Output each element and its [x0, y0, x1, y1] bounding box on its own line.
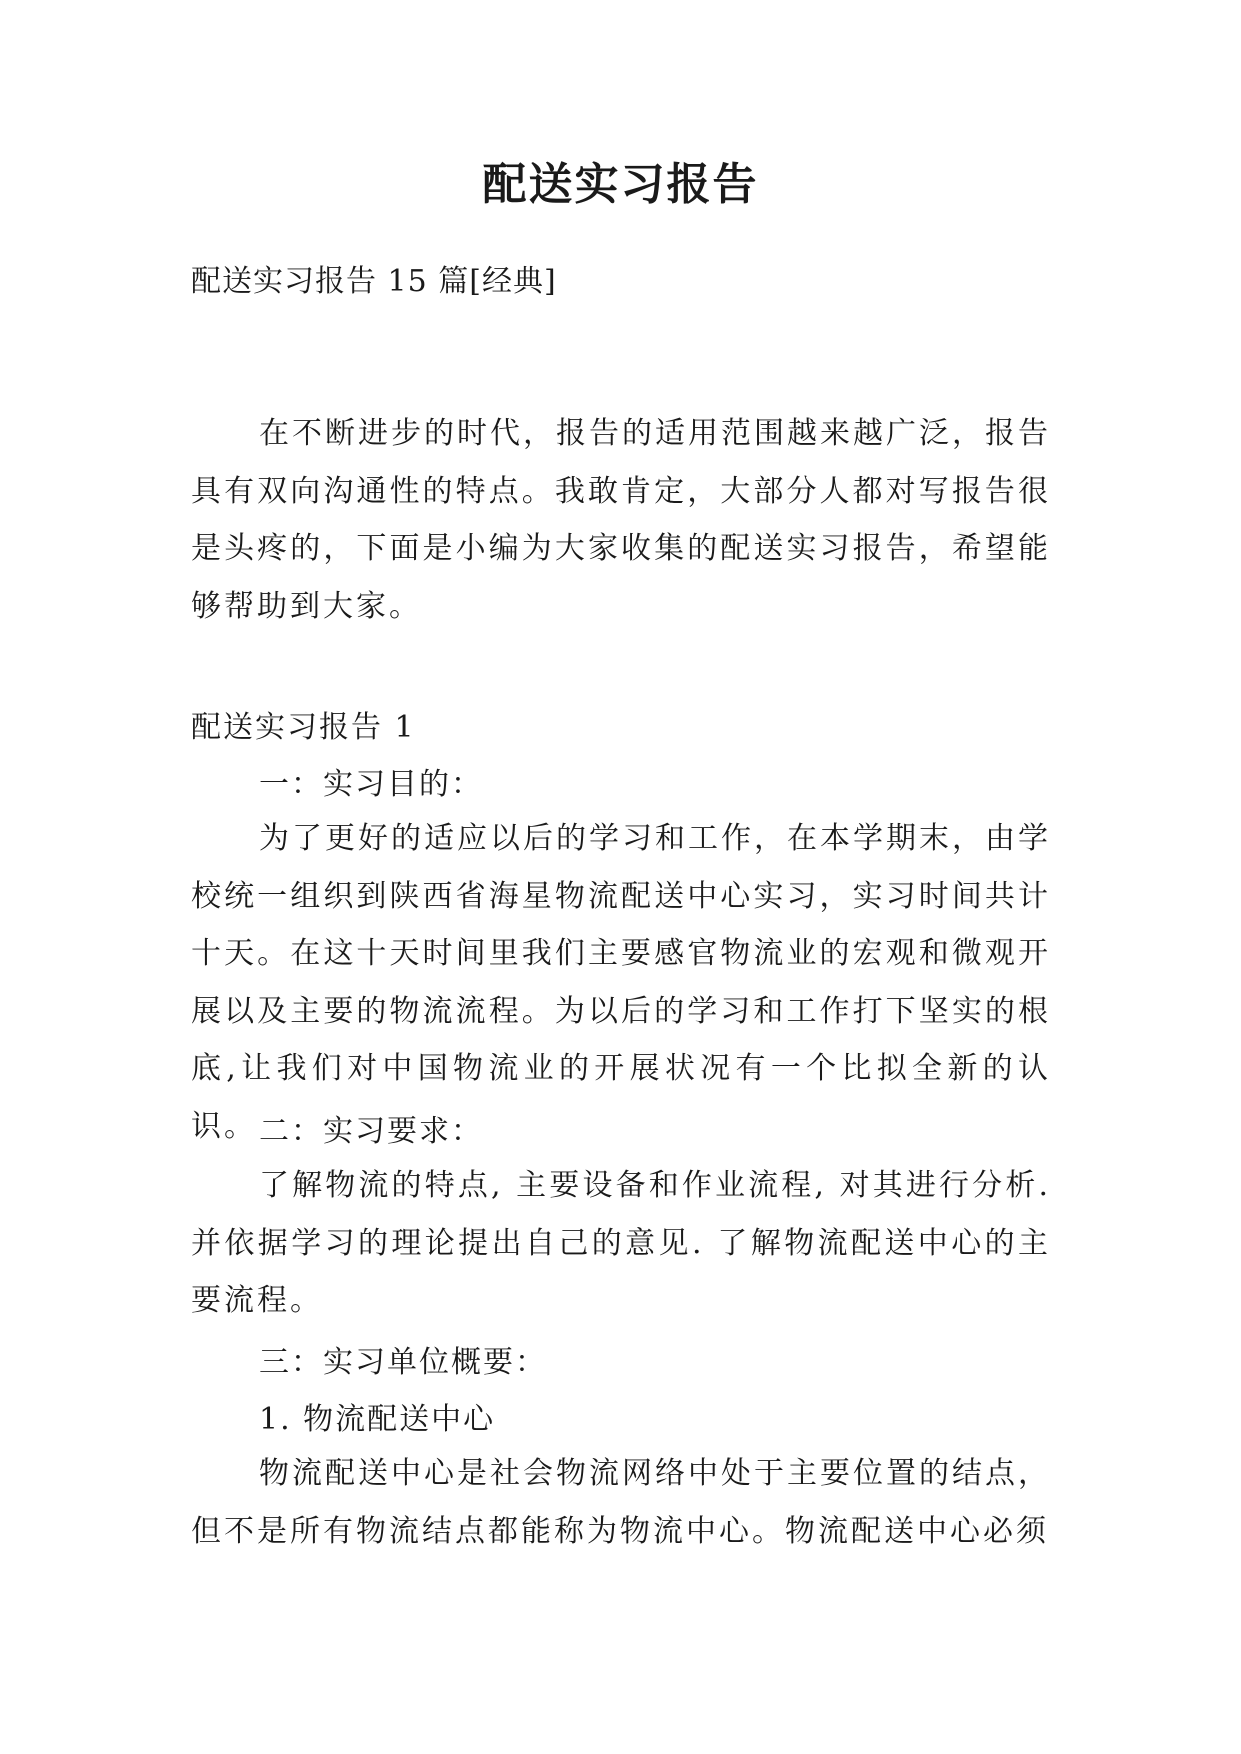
- section-title: 配送实习报告 1: [191, 710, 416, 745]
- requirements-paragraph: 了解物流的特点, 主要设备和作业流程, 对其进行分析. 并依据学习的理论提出自己的意见. 了解物流配送中心的主要流程。: [191, 1168, 1051, 1318]
- heading-requirements: 二：实习要求：: [259, 1114, 483, 1149]
- distribution-center-paragraph: 物流配送中心是社会物流网络中处于主要位置的结点，但不是所有物流结点都能称为物流中心。物流配送中心必须: [191, 1456, 1051, 1549]
- document-subtitle: 配送实习报告 15 篇[经典]: [191, 264, 557, 299]
- heading-distribution-center: 1. 物流配送中心: [259, 1402, 496, 1437]
- document-title: 配送实习报告: [482, 159, 759, 210]
- intro-paragraph: 在不断进步的时代，报告的适用范围越来越广泛，报告具有双向沟通性的特点。我敢肯定，大部分人都对写报告很是头疼的，下面是小编为大家收集的配送实习报告，希望能够帮助到大家。: [191, 416, 1051, 624]
- purpose-paragraph: 为了更好的适应以后的学习和工作，在本学期末，由学校统一组织到陕西省海星物流配送中心实习，实习时间共计十天。在这十天时间里我们主要感官物流业的宏观和微观开展以及主要的物流流程。为以后的学习和工作打下坚实的根底,让我们对中国物流业的开展状况有一个比拟全新的认识。: [191, 821, 1051, 1144]
- heading-overview: 三：实习单位概要：: [259, 1345, 547, 1380]
- heading-purpose: 一：实习目的：: [259, 767, 483, 802]
